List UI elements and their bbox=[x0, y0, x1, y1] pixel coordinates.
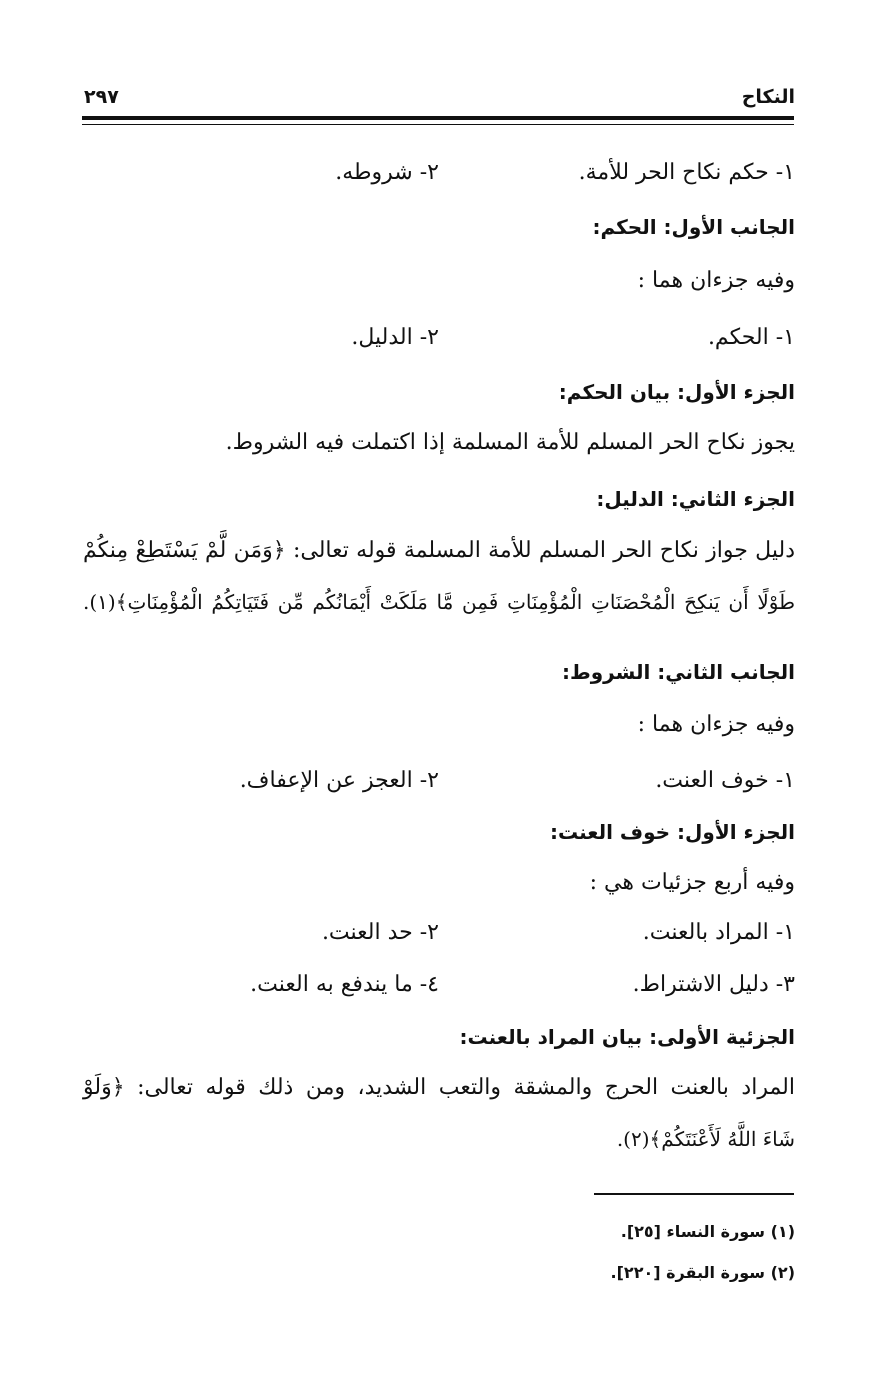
heading-part-evidence: الجزء الثاني: الدليل: bbox=[596, 487, 795, 511]
header-rule-thick bbox=[82, 116, 794, 120]
heading-aspect-conditions: الجانب الثاني: الشروط: bbox=[561, 660, 795, 684]
list-item-remedy: ٤- ما يندفع به العنت. bbox=[250, 972, 439, 997]
list-item-proof: ٣- دليل الاشتراط. bbox=[632, 972, 795, 997]
paragraph-two-parts: وفيه جزءان هما : bbox=[637, 268, 795, 293]
heading-part-ruling: الجزء الأول: بيان الحكم: bbox=[558, 380, 795, 404]
list-item-fear-hardship: ١- خوف العنت. bbox=[655, 768, 795, 793]
footnote-1: (١) سورة النساء [٢٥]. bbox=[620, 1222, 795, 1241]
list-item-1: ١- حكم نكاح الحر للأمة. bbox=[578, 160, 795, 185]
paragraph-meaning-line-1: المراد بالعنت الحرج والمشقة والتعب الشديد، ومن ذلك قوله تعالى: ﴿وَلَوْ bbox=[83, 1075, 795, 1100]
list-item-limit: ٢- حد العنت. bbox=[321, 920, 439, 945]
paragraph-ruling: يجوز نكاح الحر المسلم للأمة المسلمة إذا اكتملت فيه الشروط. bbox=[225, 430, 795, 455]
header-rule-thin bbox=[82, 124, 794, 125]
heading-part-fear-hardship: الجزء الأول: خوف العنت: bbox=[549, 820, 795, 844]
quran-verse-line: طَوْلًا أَن يَنكِحَ الْمُحْصَنَاتِ الْمُؤْمِنَاتِ فَمِن مَّا مَلَكَتْ أَيْمَانُكُم مِّن فَتَيَاتِكُمُ الْمُؤْمِنَاتِ﴾(١). bbox=[83, 590, 795, 614]
list-item-evidence: ٢- الدليل. bbox=[351, 325, 439, 350]
page-number: ٢٩٧ bbox=[84, 86, 119, 108]
footnote-rule bbox=[594, 1193, 794, 1195]
paragraph-two-parts-2: وفيه جزءان هما : bbox=[637, 712, 795, 737]
quran-verse-line-2: شَاءَ اللَّهُ لَأَعْنَتَكُمْ﴾(٢). bbox=[616, 1127, 795, 1151]
paragraph-evidence-line-1: دليل جواز نكاح الحر المسلم للأمة المسلمة قوله تعالى: ﴿وَمَن لَّمْ يَسْتَطِعْ مِنكُمْ bbox=[83, 538, 795, 563]
heading-subpart-meaning: الجزئية الأولى: بيان المراد بالعنت: bbox=[459, 1025, 795, 1049]
paragraph-four-subparts: وفيه أربع جزئيات هي : bbox=[589, 870, 795, 895]
list-item-2: ٢- شروطه. bbox=[335, 160, 439, 185]
heading-aspect-ruling: الجانب الأول: الحكم: bbox=[592, 215, 795, 239]
list-item-meaning: ١- المراد بالعنت. bbox=[642, 920, 795, 945]
footnote-2: (٢) سورة البقرة [٢٢٠]. bbox=[610, 1263, 795, 1282]
list-item-ruling: ١- الحكم. bbox=[707, 325, 795, 350]
running-header-title: النكاح bbox=[741, 86, 795, 108]
list-item-inability: ٢- العجز عن الإعفاف. bbox=[239, 768, 439, 793]
